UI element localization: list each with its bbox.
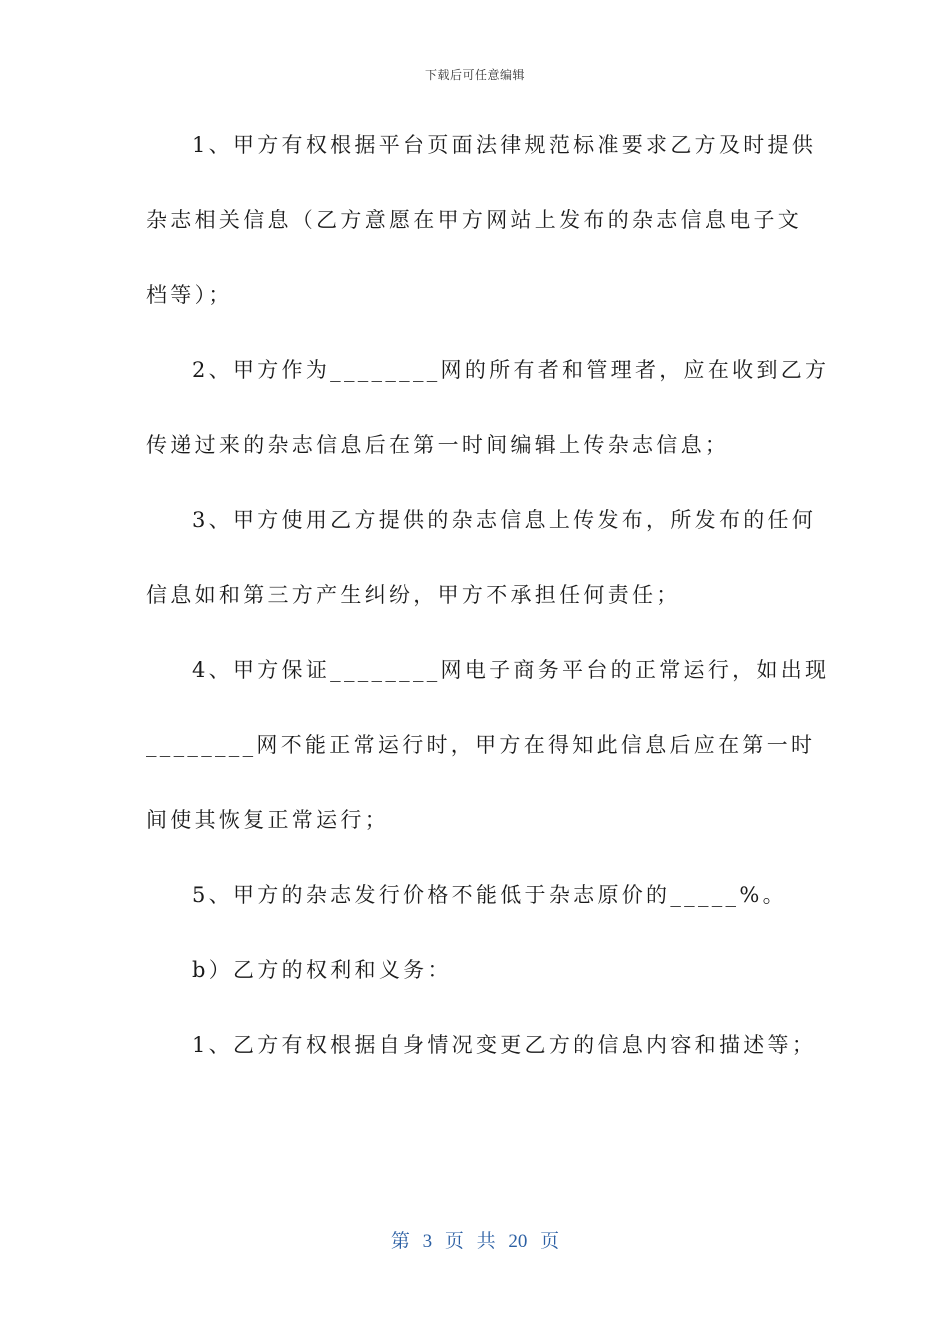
paragraph-line: 1、甲方有权根据平台页面法律规范标准要求乙方及时提供 xyxy=(192,133,817,157)
page-number: 第 3 页 共 20 页 xyxy=(390,1231,560,1252)
paragraph-line: 间使其恢复正常运行； xyxy=(146,808,389,832)
paragraph-line: 4、甲方保证________网电子商务平台的正常运行，如出现 xyxy=(192,658,830,682)
paragraph-line: 传递过来的杂志信息后在第一时间编辑上传杂志信息； xyxy=(146,433,730,457)
paragraph-line: 档等）； xyxy=(146,283,233,307)
paragraph-line: ________网不能正常运行时，甲方在得知此信息后应在第一时 xyxy=(146,733,816,757)
paragraph-line: 1、乙方有权根据自身情况变更乙方的信息内容和描述等； xyxy=(192,1033,817,1057)
paragraph-line: 2、甲方作为________网的所有者和管理者，应在收到乙方 xyxy=(192,358,830,382)
paragraph-line: 3、甲方使用乙方提供的杂志信息上传发布，所发布的任何 xyxy=(192,508,817,532)
page-header-note: 下载后可任意编辑 xyxy=(424,68,525,82)
section-heading: b）乙方的权利和义务： xyxy=(192,958,452,982)
paragraph-line: 杂志相关信息（乙方意愿在甲方网站上发布的杂志信息电子文 xyxy=(146,208,803,232)
paragraph-line: 5、甲方的杂志发行价格不能低于杂志原价的_____%。 xyxy=(192,883,787,907)
paragraph-line: 信息如和第三方产生纠纷，甲方不承担任何责任； xyxy=(146,583,681,607)
